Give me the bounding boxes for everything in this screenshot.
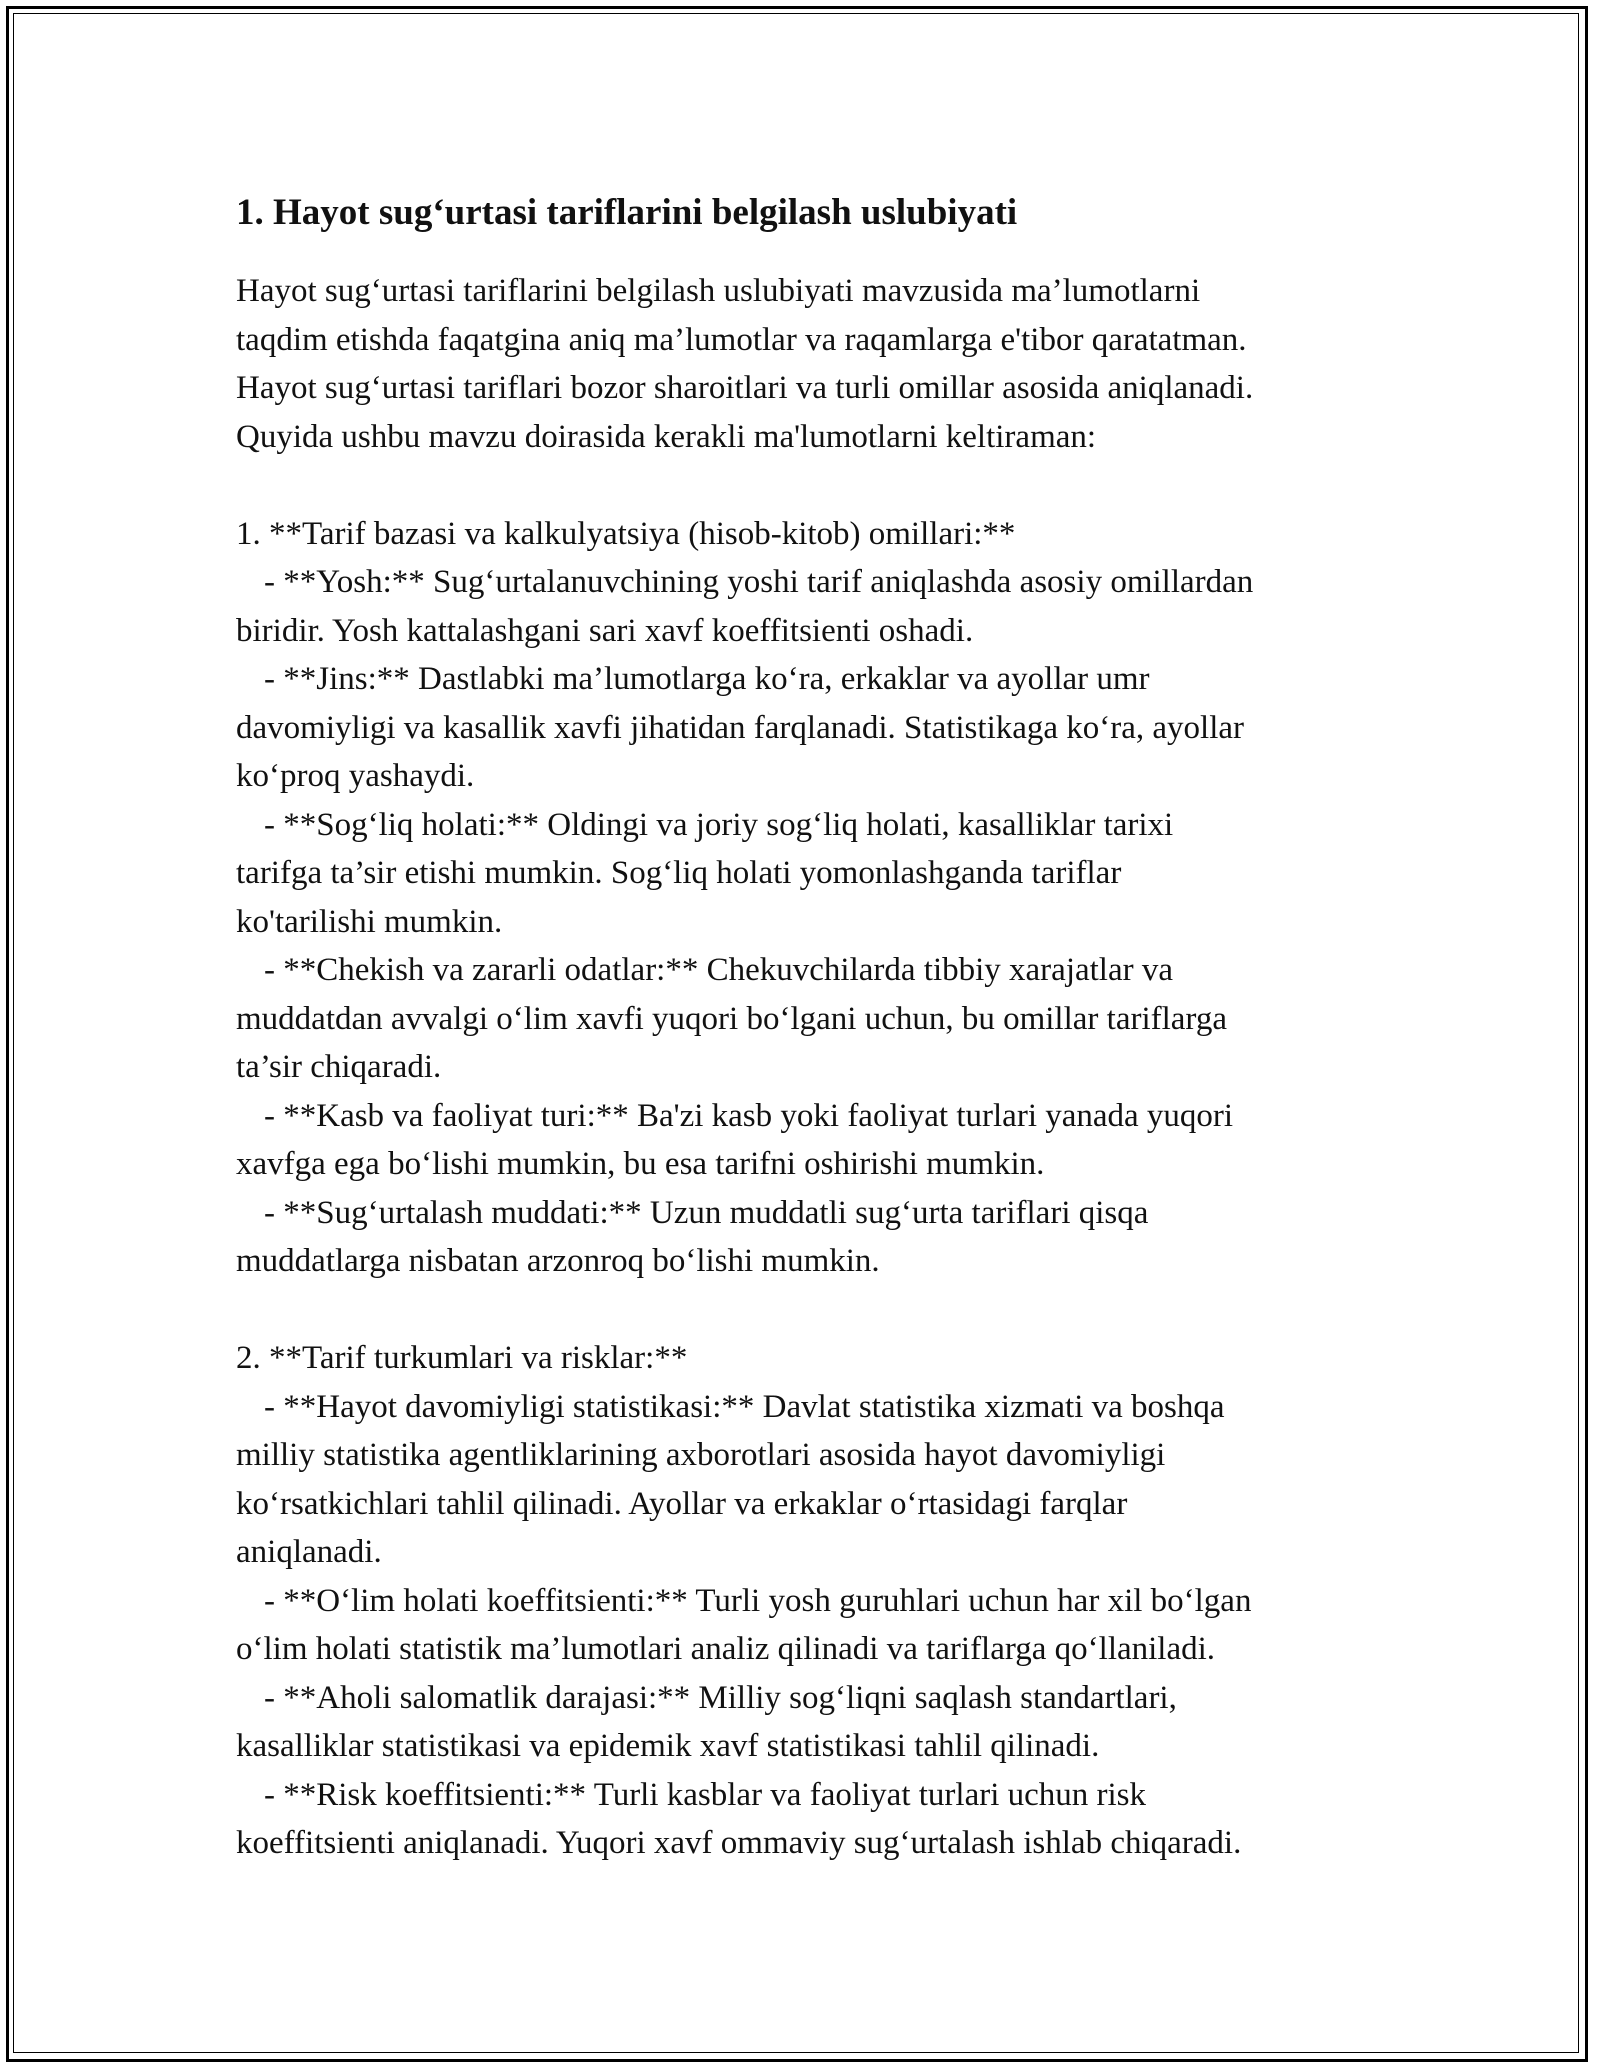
list-item-line: aniqlanadi.: [236, 1534, 382, 1570]
list-item-first-line: - **Risk koeffitsienti:** Turli kasblar va faoliyat turlari uchun risk: [264, 1776, 1147, 1813]
list-item-first-line: - **Yosh:** Sug‘urtalanuvchining yoshi tarif aniqlashda asosiy omillardan: [264, 564, 1254, 600]
list-item: [236, 655, 1386, 801]
list-item: [236, 1674, 1386, 1771]
list-item-line: ko'tarilishi mumkin.: [236, 903, 503, 940]
list-item-line: kasalliklar statistikasi va epidemik xavf statistikasi tahlil qilinadi.: [236, 1728, 1100, 1764]
list-item-first-line: - **Jins:** Dastlabki ma’lumotlarga ko‘ra, erkaklar va ayollar umr: [264, 661, 1150, 697]
list-item-line: o‘lim holati statistik ma’lumotlari analiz qilinadi va tariflarga qo‘llaniladi.: [236, 1631, 1216, 1667]
list-item-line: tarifga ta’sir etishi mumkin. Sog‘liq holati yomonlashganda tariflar: [236, 855, 1122, 891]
list-item: [236, 1189, 1386, 1286]
list-item-line: xavfga ega bo‘lishi mumkin, bu esa tarifni oshirishi mumkin.: [236, 1146, 1045, 1182]
list-item: [236, 1577, 1386, 1674]
blank-line: [236, 461, 1386, 510]
list-item: [236, 1092, 1386, 1189]
list-item-first-line: - **Sug‘urtalash muddati:** Uzun muddatli sug‘urta tariflari qisqa: [264, 1194, 1149, 1231]
list-item: [236, 801, 1386, 947]
list-item-line: muddatdan avvalgi o‘lim xavfi yuqori bo‘lgani uchun, bu omillar tariflarga: [236, 1000, 1227, 1037]
list-item: [236, 558, 1386, 655]
list-item-line: muddatlarga nisbatan arzonroq bo‘lishi mumkin.: [236, 1243, 880, 1279]
intro-line: Quyida ushbu mavzu doirasida kerakli ma'lumotlarni keltiraman:: [236, 418, 1097, 455]
list-item: [236, 946, 1386, 1092]
list-item-line: ta’sir chiqaradi.: [236, 1049, 442, 1085]
list-item-first-line: - **Sog‘liq holati:** Oldingi va joriy sog‘liq holati, kasalliklar tarixi: [264, 806, 1174, 843]
intro-line: Hayot sug‘urtasi tariflarini belgilash uslubiyati mavzusida ma’lumotlarni: [236, 273, 1201, 309]
section-2: [236, 1334, 1386, 1868]
list-item-first-line: - **Hayot davomiyligi statistikasi:** Davlat statistika xizmati va boshqa: [264, 1388, 1225, 1425]
list-item-first-line: - **Aholi salomatlik darajasi:** Milliy sog‘liqni saqlash standartlari,: [264, 1679, 1177, 1716]
list-item-line: biridir. Yosh kattalashgani sari xavf koeffitsienti oshadi.: [236, 612, 974, 649]
section-heading: 1. **Tarif bazasi va kalkulyatsiya (hisob-kitob) omillari:**: [236, 515, 1016, 552]
blank-line: [236, 1286, 1386, 1335]
list-item-first-line: - **Chekish va zararli odatlar:** Chekuvchilarda tibbiy xarajatlar va: [264, 952, 1173, 988]
section-1: [236, 510, 1386, 1286]
intro-line: Hayot sug‘urtasi tariflari bozor sharoitlari va turli omillar asosida aniqlanadi.: [236, 370, 1254, 406]
list-item-line: koeffitsienti aniqlanadi. Yuqori xavf ommaviy sug‘urtalash ishlab chiqaradi.: [236, 1825, 1242, 1861]
page-title: 1. Hayot sug‘urtasi tariflarini belgilash uslubiyati: [236, 192, 1018, 233]
section-heading: 2. **Tarif turkumlari va risklar:**: [236, 1340, 688, 1376]
list-item-line: ko‘rsatkichlari tahlil qilinadi. Ayollar va erkaklar o‘rtasidagi farqlar: [236, 1485, 1128, 1522]
list-item-line: davomiyligi va kasallik xavfi jihatidan farqlanadi. Statistikaga ko‘ra, ayollar: [236, 709, 1245, 746]
list-item: [236, 1771, 1386, 1868]
intro-line: taqdim etishda faqatgina aniq ma’lumotlar va raqamlarga e'tibor qaratatman.: [236, 321, 1247, 358]
intro-paragraph: [236, 267, 1386, 461]
document-body: [236, 187, 1386, 1868]
list-item: [236, 1383, 1386, 1577]
list-item-line: ko‘proq yashaydi.: [236, 758, 475, 794]
list-item-line: milliy statistika agentliklarining axborotlari asosida hayot davomiyligi: [236, 1437, 1166, 1473]
list-item-first-line: - **Kasb va faoliyat turi:** Ba'zi kasb yoki faoliyat turlari yanada yuqori: [264, 1097, 1234, 1134]
list-item-first-line: - **O‘lim holati koeffitsienti:** Turli yosh guruhlari uchun har xil bo‘lgan: [264, 1582, 1252, 1619]
